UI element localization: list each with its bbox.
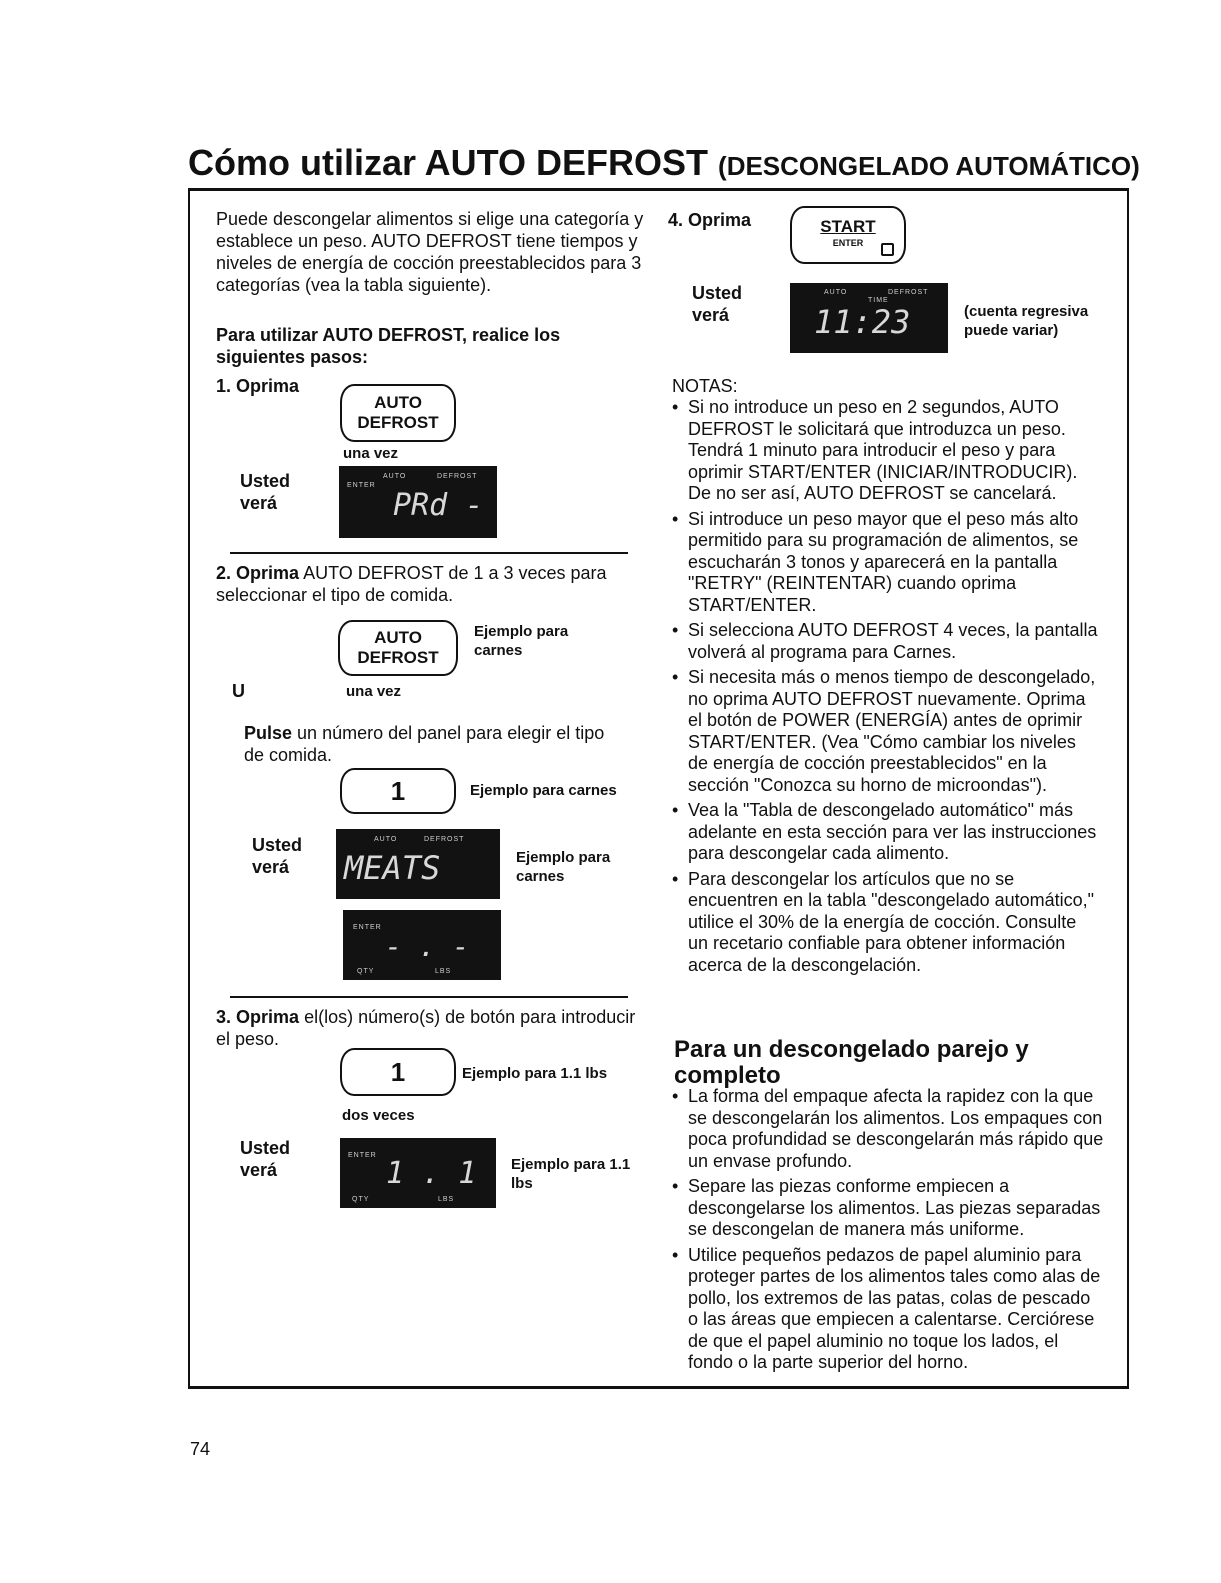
display-label: QTY	[352, 1196, 370, 1203]
display-step2-meats	[336, 829, 500, 899]
step1-see: Usted verá	[240, 471, 291, 513]
key-digit: 1	[390, 1057, 406, 1087]
pulse-text	[244, 722, 624, 766]
number-1-key-step3[interactable]	[340, 1048, 456, 1096]
step3-body: el(los) número(s) de botón para introducir el peso.	[216, 1007, 636, 1049]
list-item: • La forma del empaque afecta la rapidez con la que se descongelarán los alimentos. Los empaques con poca profundidad se descongelarán más rápido que un envase profundo.	[672, 1086, 1104, 1172]
display-label: AUTO	[824, 289, 848, 296]
step3-example: Ejemplo para 1.1 lbs	[462, 1065, 608, 1082]
step4-see: Usted verá	[692, 283, 743, 325]
number-example: Ejemplo para carnes	[470, 782, 617, 799]
step2-example: Ejemplo para carnes	[474, 623, 569, 659]
title-main: Cómo utilizar AUTO DEFROST	[188, 142, 709, 183]
right-rule	[1127, 188, 1129, 1388]
auto-defrost-key-step1[interactable]	[340, 384, 456, 442]
display-text: 11:23	[814, 303, 911, 341]
lock-icon	[881, 243, 894, 256]
notes-heading: NOTAS:	[672, 376, 738, 396]
step1-note: una vez	[343, 445, 399, 462]
step3-note: dos veces	[342, 1107, 415, 1124]
key-line2: ENTER	[832, 238, 864, 248]
list-item: • Para descongelar los artículos que no se encuentren en la tabla "descongelado automático," utilice el 30% de la energía de cocción. Consulte un recetario confiable para obtener información acerca de la descongelación.	[672, 869, 1100, 977]
display-label: AUTO	[383, 473, 407, 480]
list-item: • Si no introduce un peso en 2 segundos, AUTO DEFROST le solicitará que introduzca un peso. Tendrá 1 minuto para introducir el peso y para oprimir START/ENTER (INICIAR/INTRODUCIR). De no ser así, AUTO DEFROST se cancelará.	[672, 397, 1100, 505]
step2-num: 2.	[216, 563, 232, 583]
display-step1	[339, 466, 497, 538]
tips-list	[672, 1086, 1104, 1378]
pulse-body: un número del panel para elegir el tipo de comida.	[244, 723, 605, 765]
step3-bold: Oprima	[236, 1007, 300, 1027]
top-rule	[188, 188, 1129, 191]
display-text: - . -	[385, 930, 470, 963]
key-line2: DEFROST	[357, 413, 439, 432]
start-enter-key[interactable]	[790, 206, 906, 264]
display-label: DEFROST	[424, 836, 465, 843]
step2-see: Usted verá	[252, 835, 303, 877]
display-text: PRd -	[393, 488, 484, 523]
display-label: ENTER	[347, 482, 376, 489]
display-label: QTY	[357, 968, 375, 975]
number-1-key-step2[interactable]	[340, 768, 456, 814]
title-sub: (DESCONGELADO AUTOMÁTICO)	[718, 151, 1140, 181]
display-example: Ejemplo para 1.1 lbs	[511, 1156, 631, 1192]
display-text: MEATS	[344, 849, 441, 887]
step4-label: 4. Oprima	[668, 210, 752, 230]
display-label: LBS	[435, 968, 452, 975]
divider-1	[230, 552, 628, 554]
left-rule	[188, 188, 190, 1388]
display-label: DEFROST	[437, 473, 478, 480]
notes-list	[672, 397, 1100, 980]
list-item: • Si necesita más o menos tiempo de descongelado, no oprima AUTO DEFROST nuevamente. Oprima el botón de POWER (ENERGÍA) antes de oprimir START/ENTER. (Vea "Cómo cambiar los niveles de energía de cocción preestablecidos" en la sección "Conozca su horno de microondas").	[672, 667, 1100, 796]
display-label: ENTER	[348, 1152, 377, 1159]
intro-text: Puede descongelar alimentos si elige una categoría y establece un peso. AUTO DEFROST tiene tiempos y niveles de energía de cocción preestablecidos para 3 categorías (vea la tabla siguiente).	[216, 209, 644, 295]
step3-num: 3.	[216, 1007, 232, 1027]
display-label: AUTO	[374, 836, 398, 843]
list-item: • Vea la "Tabla de descongelado automático" más adelante en esta sección para ver las instrucciones para descongelar cada alimento.	[672, 800, 1100, 865]
list-item: • Utilice pequeños pedazos de papel aluminio para proteger partes de los alimentos tales como alas de pollo, los extremos de las patas, colas de pescado o las áreas que empiecen a calentarse. Cerciórese de que el papel aluminio no toque los lados, el fondo o la parte superior del horno.	[672, 1245, 1104, 1374]
display-step4	[790, 283, 948, 353]
list-item: • Si introduce un peso mayor que el peso más alto permitido para su programación de alimentos, se escucharán 3 tonos y aparecerá en la pantalla "RETRY" (REINTENTAR) cuando oprima START/ENTER.	[672, 509, 1100, 617]
pulse-bold: Pulse	[244, 723, 293, 743]
key-line1: START	[820, 217, 876, 236]
step3-see: Usted verá	[240, 1138, 291, 1180]
divider-2	[230, 996, 628, 998]
step2-body: AUTO DEFROST de 1 a 3 veces para seleccionar el tipo de comida.	[216, 563, 607, 605]
display-label: ENTER	[353, 924, 382, 931]
display-text: 1 . 1	[386, 1156, 477, 1191]
key-line1: AUTO	[374, 393, 422, 412]
step2-bold: Oprima	[236, 563, 300, 583]
key-digit: 1	[390, 776, 406, 806]
display-step3	[340, 1138, 496, 1208]
display-label: LBS	[438, 1196, 455, 1203]
steps-heading: Para utilizar AUTO DEFROST, realice los siguientes pasos:	[216, 325, 561, 367]
step3-text	[216, 1006, 648, 1050]
page-number: 74	[190, 1439, 211, 1459]
step2-note: una vez	[346, 683, 402, 700]
list-item: • Separe las piezas conforme empiecen a descongelarse los alimentos. Las piezas separadas se descongelan de manera más uniforme.	[672, 1176, 1104, 1241]
display-label: TIME	[868, 297, 889, 304]
display-step2-weight	[343, 910, 501, 980]
list-item: • Si selecciona AUTO DEFROST 4 veces, la pantalla volverá al programa para Carnes.	[672, 620, 1100, 663]
countdown-note: (cuenta regresiva puede variar)	[964, 303, 1089, 339]
auto-defrost-key-step2[interactable]	[338, 620, 458, 676]
page-title	[188, 142, 1140, 184]
key-line2: DEFROST	[357, 648, 439, 667]
key-line1: AUTO	[374, 628, 422, 647]
bottom-rule	[188, 1386, 1129, 1389]
step1-label: 1. Oprima	[216, 376, 300, 396]
step2-or: U	[232, 681, 245, 701]
section-subheading: Para un descongelado parejo y completo	[674, 1036, 1029, 1089]
display-example: Ejemplo para carnes	[516, 849, 611, 885]
step2-text	[216, 562, 626, 606]
display-label: DEFROST	[888, 289, 929, 296]
